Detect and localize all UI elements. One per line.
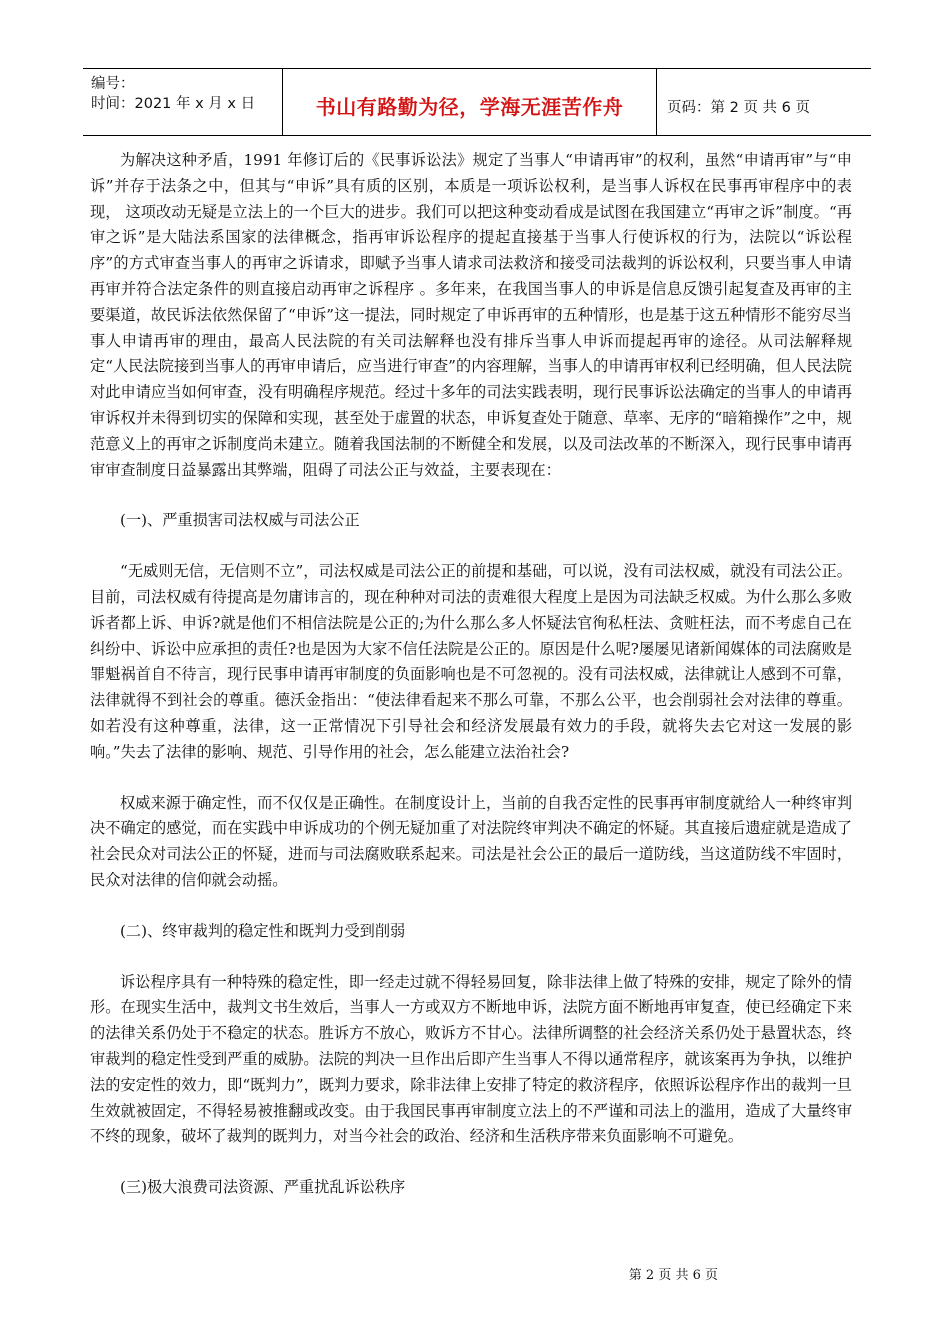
document-body xyxy=(90,148,852,1226)
section-heading: (二)、终审裁判的稳定性和既判力受到削弱 xyxy=(120,921,406,940)
body-paragraph: 权威来源于确定性，而不仅仅是正确性。在制度设计上，当前的自我否定性的民事再审制度就给人一种终审判决不确定的感觉，而在实践中申诉成功的个例无疑加重了对法院终审判决不确定的怀疑。其直接后遗症就是造成了社会民众对司法公正的怀疑，进而与司法腐败联系起来。司法是社会公正的最后一道防线，当这道防线不牢固时，民众对法律的信仰就会动摇。 xyxy=(90,793,852,889)
body-paragraph: “无威则无信，无信则不立”，司法权威是司法公正的前提和基础，可以说，没有司法权威，就没有司法公正。目前，司法权威有待提高是勿庸讳言的，现在种种对司法的责难很大程度上是因为司法缺乏权威。为什么那么多败诉者都上诉、申诉?就是他们不相信法院是公正的;为什么那么多人怀疑法官徇私枉法、贪赃枉法，而不考虑自己在纠纷中、诉讼中应承担的责任?也是因为大家不信任法院是公正的。原因是什么呢?屡屡见诸新闻媒体的司法腐败是罪魁祸首自不待言，现行民事申请再审制度的负面影响也是不可忽视的。没有司法权威，法律就让人感到不可靠，法律就得不到社会的尊重。德沃金指出：“使法律看起来不那么可靠，不那么公平，也会削弱社会对法律的尊重。如若没有这种尊重，法律，这一正常情况下引导社会和经济发展最有效力的手段，就将失去它对这一发展的影响。”失去了法律的影响、规范、引导作用的社会，怎么能建立法治社会? xyxy=(90,562,852,761)
body-paragraph: 诉讼程序具有一种特殊的稳定性，即一经走过就不得轻易回复，除非法律上做了特殊的安排，规定了除外的情形。在现实生活中，裁判文书生效后，当事人一方或双方不断地申诉，法院方面不断地再审复查，使已经确定下来的法律关系仍处于不稳定的状态。胜诉方不放心，败诉方不甘心。法律所调整的社会经济关系仍处于悬置状态，终审裁判的稳定性受到严重的威胁。法院的判决一旦作出后即产生当事人不得以通常程序，就该案再为争执，以维护法的安定性的效力，即“既判力”，既判力要求，除非法律上安排了特定的救济程序，依照诉讼程序作出的裁判一旦生效就被固定，不得轻易被推翻或改变。由于我国民事再审制度立法上的不严谨和司法上的滥用，造成了大量终审不终的现象，破坏了裁判的既判力，对当今社会的政治、经济和生活秩序带来负面影响不可避免。 xyxy=(90,972,852,1146)
section-heading: (三)极大浪费司法资源、严重扰乱诉讼秩序 xyxy=(120,1178,406,1197)
document-date-label: 时间：2021 年 x 月 x 日 xyxy=(91,96,256,112)
page-footer-number: 第 2 页 共 6 页 xyxy=(628,1268,718,1283)
document-number-label: 编号： xyxy=(91,76,135,92)
header-meta-cell xyxy=(83,69,283,135)
header-page-info: 页码：第 2 页 共 6 页 xyxy=(667,99,810,116)
body-paragraph: 为解决这种矛盾，1991 年修订后的《民事诉讼法》规定了当事人“申请再审”的权利，虽然“申请再审”与“申诉”并存于法条之中，但其与“申诉”具有质的区别，本质是一项诉讼权利，是当事人诉权在民事再审程序中的表现， 这项改动无疑是立法上的一个巨大的进步。我们可以把这种变动看成是试图在我国建立“再审之诉”制度。“再审之诉”是大陆法系国家的法律概念，指再审诉讼程序的提起直接基于当事人行使诉权的行为，法院以“诉讼程序”的方式审查当事人的再审之诉请求，即赋予当事人请求司法救济和接受司法裁判的诉讼权利，只要当事人申请再审并符合法定条件的则直接启动再审之诉程序 。多年来，在我国当事人的申诉是信息反馈引起复查及再审的主要渠道，故民诉法依然保留了“申诉”这一提法，同时规定了申诉再审的五种情形，也是基于这五种情形不能穷尽当事人申请再审的理由，最高人民法院的有关司法解释也没有排斥当事人申诉而提起再审的途径。从司法解释规定“人民法院接到当事人的再审申请后，应当进行审查”的内容理解，当事人的申请再审权利已经明确，但人民法院对此申请应当如何审查，没有明确程序规范。经过十多年的司法实践表明，现行民事诉讼法确定的当事人的申请再审诉权并未得到切实的保障和实现，甚至处于虚置的状态，申诉复查处于随意、草率、无序的“暗箱操作”之中，规范意义上的再审之诉制度尚未建立。随着我国法制的不断健全和发展，以及司法改革的不断深入，现行民事申请再审审查制度日益暴露出其弊端，阻碍了司法公正与效益，主要表现在： xyxy=(90,151,852,479)
header-motto: 书山有路勤为径，学海无涯苦作舟 xyxy=(283,69,657,135)
page-header-table xyxy=(83,68,871,136)
section-heading: (一)、严重损害司法权威与司法公正 xyxy=(120,511,360,530)
